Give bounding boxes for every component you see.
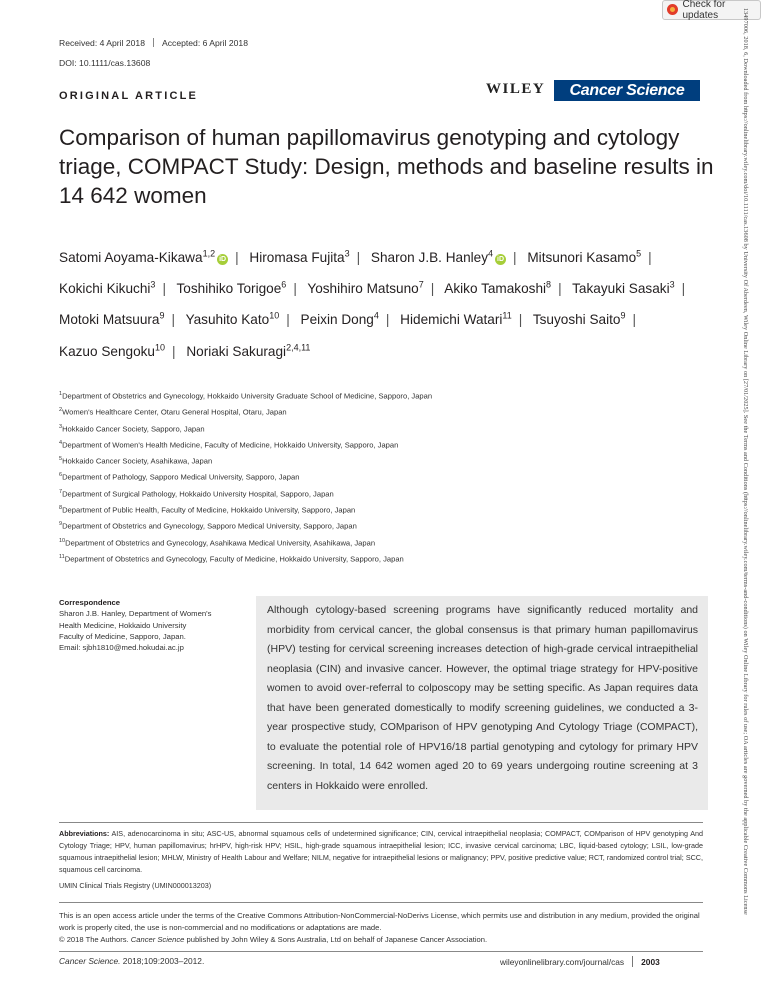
affiliation-number: 4	[59, 439, 63, 446]
author-name: Yoshihiro Matsuno	[307, 280, 419, 296]
author-name: Satomi Aoyama-Kikawa	[59, 249, 203, 265]
article-dates	[59, 38, 248, 48]
divider	[153, 38, 154, 47]
affiliation-item	[59, 533, 719, 549]
author-affiliation-mark: 10	[155, 341, 166, 352]
author-affiliation-mark: 2,4,11	[286, 341, 311, 352]
author-affiliation-mark: 3	[344, 248, 350, 258]
check-for-updates-label: Check for updates	[682, 0, 726, 21]
affiliation-item	[59, 484, 719, 500]
copyright-journal: Cancer Science	[130, 935, 185, 944]
author[interactable]	[59, 341, 166, 359]
correspondence-line: Sharon J.B. Hanley, Department of Women's	[59, 609, 212, 619]
author[interactable]	[444, 281, 551, 296]
doi[interactable]: DOI: 10.1111/cas.13608	[59, 58, 151, 68]
author-name: Hiromasa Fujita	[249, 249, 345, 265]
author-separator: |	[558, 280, 562, 296]
copyright-suffix: published by John Wiley & Sons Australia, Ltd on behalf of Japanese Cancer Association.	[186, 935, 488, 944]
author-separator: |	[681, 280, 686, 296]
affiliation-list	[59, 386, 719, 565]
trial-registry: UMIN Clinical Trials Registry (UMIN000013203)	[59, 881, 212, 890]
affiliation-text: Department of Obstetrics and Gynecology, Sapporo Medical University, Sapporo, Japan	[62, 521, 357, 531]
author-affiliation-mark: 3	[669, 279, 675, 290]
copyright-prefix: © 2018 The Authors.	[59, 935, 129, 944]
author-name: Akiko Tamakoshi	[444, 280, 547, 296]
affiliation-number: 1	[59, 391, 63, 397]
author-separator: |	[430, 280, 435, 296]
abstract-box	[256, 596, 708, 810]
author-affiliation-mark: 7	[418, 279, 424, 290]
author-affiliation-mark: 3	[150, 279, 156, 290]
license-notice	[59, 910, 703, 946]
publisher-logo: WILEY	[486, 81, 546, 97]
author[interactable]	[301, 312, 379, 327]
copyright-line	[59, 934, 703, 946]
article-title: Comparison of human papillomavirus genotyping and cytology triage, COMPACT Study: Design, methods and baseline results in 14 642 women	[59, 125, 714, 208]
affiliation-number: 3	[59, 423, 63, 430]
affiliation-text: Department of Obstetrics and Gynecology, Faculty of Medicine, Hokkaido University, Sapporo, Japan	[64, 554, 404, 564]
footer-citation	[59, 956, 204, 966]
author-name: Takayuki Sasaki	[572, 280, 670, 296]
author-name: Toshihiko Torigoe	[176, 280, 282, 296]
author[interactable]	[59, 312, 165, 327]
accepted-date: Accepted: 6 April 2018	[162, 38, 248, 48]
abstract-text: Although cytology-based screening programs have significantly reduced mortality and morbidity from cervical cancer, the global consensus is that primary human papillomavirus (HPV) testing for cervical screening increases detection of high-grade cervical intraepithelial neoplasia (CIN) and invasive cancer. However, the optimal triage strategy for HPV-positive women to avoid over-referral to colposcopy may be setting specific. As Japan requires data that have been generated domestically to modify screening guidelines, we conducted a 3-year prospective study, COMparison of HPV genotyping And Cytology Triage (COMPACT), to evaluate the potential role of HPV16/18 partial genotyping and cytology for primary HPV screening. In total, 14 642 women aged 20 to 69 years undergoing routine screening at 3 centers in Hokkaido were enrolled.	[267, 604, 698, 792]
author[interactable]	[400, 312, 512, 327]
footer-right	[500, 956, 660, 967]
affiliation-text: Department of Obstetrics and Gynecology, Asahikawa Medical University, Asahikawa, Japan	[65, 538, 376, 548]
orcid-icon[interactable]: iD	[219, 255, 227, 263]
correspondence-heading: Correspondence	[59, 598, 121, 607]
author-list	[59, 240, 699, 365]
abbreviations	[59, 828, 703, 876]
author[interactable]	[59, 281, 155, 296]
author[interactable]	[371, 250, 506, 265]
divider	[632, 956, 633, 967]
affiliation-item	[59, 419, 719, 435]
received-date: Received: 4 April 2018	[59, 38, 145, 48]
crossmark-icon	[667, 4, 678, 17]
affiliation-text: Department of Surgical Pathology, Hokkaido University Hospital, Sapporo, Japan	[62, 489, 334, 499]
article-type: ORIGINAL ARTICLE	[59, 90, 199, 102]
author[interactable]	[177, 281, 287, 296]
license-text: This is an open access article under the terms of the Creative Commons Attribution-NonCommercial-NoDerivs License, which permits use and distribution in any medium, provided the original work is properly cited, the use is non-commercial and no modifications or adaptations are made.	[59, 911, 700, 932]
affiliation-text: Department of Obstetrics and Gynecology, Hokkaido University Graduate School of Medicine, Sapporo, Japan	[62, 391, 433, 401]
affiliation-item	[59, 467, 719, 483]
download-notice-strip	[737, 8, 753, 992]
author-affiliation-mark: 8	[546, 279, 552, 290]
author-name: Kazuo Sengoku	[59, 343, 155, 359]
affiliation-number: 7	[59, 488, 63, 495]
author-name: Tsuyoshi Saito	[532, 312, 621, 328]
author-name: Yasuhito Kato	[185, 312, 270, 328]
affiliation-item	[59, 516, 719, 532]
affiliation-item	[59, 435, 719, 451]
author-name: Kokichi Kikuchi	[59, 280, 151, 296]
page-number: 2003	[641, 957, 660, 967]
author[interactable]	[59, 250, 228, 265]
affiliation-text: Department of Public Health, Faculty of Medicine, Hokkaido University, Sapporo, Japan	[62, 505, 356, 515]
affiliation-item	[59, 451, 719, 467]
author-affiliation-mark: 9	[159, 310, 165, 321]
author[interactable]	[533, 312, 626, 327]
download-notice-text: 13497006, 2018, 6, Downloaded from https://onlinelibrary.wiley.com/doi/10.1111/cas.13608 by University Of Aberdeen, Wiley Online Library on [27/01/2025]. See the Terms and Conditions (https://onlinelibrary.wiley.com/terms-and-conditions) on Wiley Online Library for rules of use; OA articles are governed by the applicable Creative Commons License	[742, 8, 749, 915]
author[interactable]	[572, 281, 674, 296]
author[interactable]	[307, 281, 423, 296]
correspondence-line: Faculty of Medicine, Sapporo, Japan.	[59, 631, 186, 641]
journal-url[interactable]: wileyonlinelibrary.com/journal/cas	[500, 957, 625, 967]
divider	[59, 951, 703, 952]
correspondence-email[interactable]: Email: sjbh1810@med.hokudai.ac.jp	[59, 643, 184, 653]
affiliation-number: 9	[59, 521, 63, 528]
author-affiliation-mark: 9	[620, 310, 626, 321]
affiliation-item	[59, 402, 719, 418]
author-affiliation-mark: 6	[281, 279, 287, 290]
author-affiliation-mark: 10	[269, 310, 280, 321]
author-separator: |	[518, 312, 523, 328]
author-name: Mitsunori Kasamo	[527, 249, 637, 265]
author-affiliation-mark: 4	[488, 248, 494, 258]
author-name: Noriaki Sakuragi	[186, 343, 287, 359]
affiliation-text: Hokkaido Cancer Society, Asahikawa, Japan	[62, 456, 213, 466]
author-affiliation-mark: 1,2	[202, 248, 216, 258]
author-separator: |	[286, 312, 290, 328]
affiliation-text: Department of Women's Health Medicine, Faculty of Medicine, Hokkaido University, Sapporo, Japan	[62, 440, 399, 450]
divider	[59, 822, 703, 823]
journal-logo: Cancer Science	[554, 80, 700, 101]
affiliation-item	[59, 386, 719, 402]
affiliation-number: 11	[59, 553, 65, 560]
affiliation-number: 6	[59, 472, 63, 479]
abbreviations-text: AIS, adenocarcinoma in situ; ASC-US, abnormal squamous cells of undetermined significance; CIN, cervical intraepithelial neoplasia; COMPACT, COMparison of HPV genotyping And Cytology Triage; HPV, human papillomavirus; hrHPV, high-risk HPV; HSIL, high-grade squamous intraepithelial lesion; ICC, invasive cervical carcinoma; LBC, liquid-based cytology; LSIL, low-grade squamous intraepithelial lesion; MHLW, Ministry of Health Labour and Welfare; NILM, negative for intraepithelial lesions or malignancy; PPV, positive predictive value; RCT, randomized control trial; SCC, squamous cell carcinoma.	[59, 829, 703, 874]
correspondence	[59, 597, 249, 653]
author-separator: |	[632, 312, 637, 328]
author-separator: |	[293, 280, 297, 296]
author-name: Hidemichi Watari	[400, 312, 503, 328]
affiliation-text: Hokkaido Cancer Society, Sapporo, Japan	[62, 424, 205, 434]
correspondence-line: Health Medicine, Hokkaido University	[59, 620, 187, 630]
affiliation-item	[59, 549, 719, 565]
author-affiliation-mark: 4	[373, 310, 379, 321]
author-affiliation-mark: 5	[636, 248, 642, 258]
author[interactable]	[186, 341, 311, 359]
author-separator: |	[235, 249, 239, 265]
author-separator: |	[385, 312, 390, 328]
author[interactable]	[527, 250, 641, 265]
affiliation-number: 10	[59, 537, 66, 544]
affiliation-item	[59, 500, 719, 516]
affiliation-text: Women's Healthcare Center, Otaru General Hospital, Otaru, Japan	[62, 407, 287, 417]
author-affiliation-mark: 11	[502, 310, 512, 321]
affiliation-number: 5	[59, 456, 63, 463]
author-separator: |	[162, 280, 166, 296]
divider	[59, 902, 703, 903]
author-separator: |	[171, 312, 176, 328]
author-separator: |	[648, 249, 652, 265]
affiliation-number: 8	[59, 505, 63, 512]
author-name: Motoki Matsuura	[59, 312, 160, 328]
footer-journal: Cancer Science.	[59, 956, 121, 966]
author-separator: |	[172, 343, 176, 359]
author-name: Peixin Dong	[300, 312, 374, 328]
author[interactable]	[249, 250, 349, 265]
author-name: Sharon J.B. Hanley	[370, 249, 489, 265]
abbreviations-label: Abbreviations:	[59, 829, 110, 838]
author[interactable]	[186, 312, 280, 327]
author-separator: |	[513, 249, 517, 265]
author-separator: |	[356, 249, 361, 265]
footer-citation-text: 2018;109:2003–2012.	[122, 956, 205, 966]
orcid-icon[interactable]: iD	[497, 255, 505, 263]
affiliation-text: Department of Pathology, Sapporo Medical University, Sapporo, Japan	[62, 473, 300, 483]
affiliation-number: 2	[59, 407, 63, 414]
